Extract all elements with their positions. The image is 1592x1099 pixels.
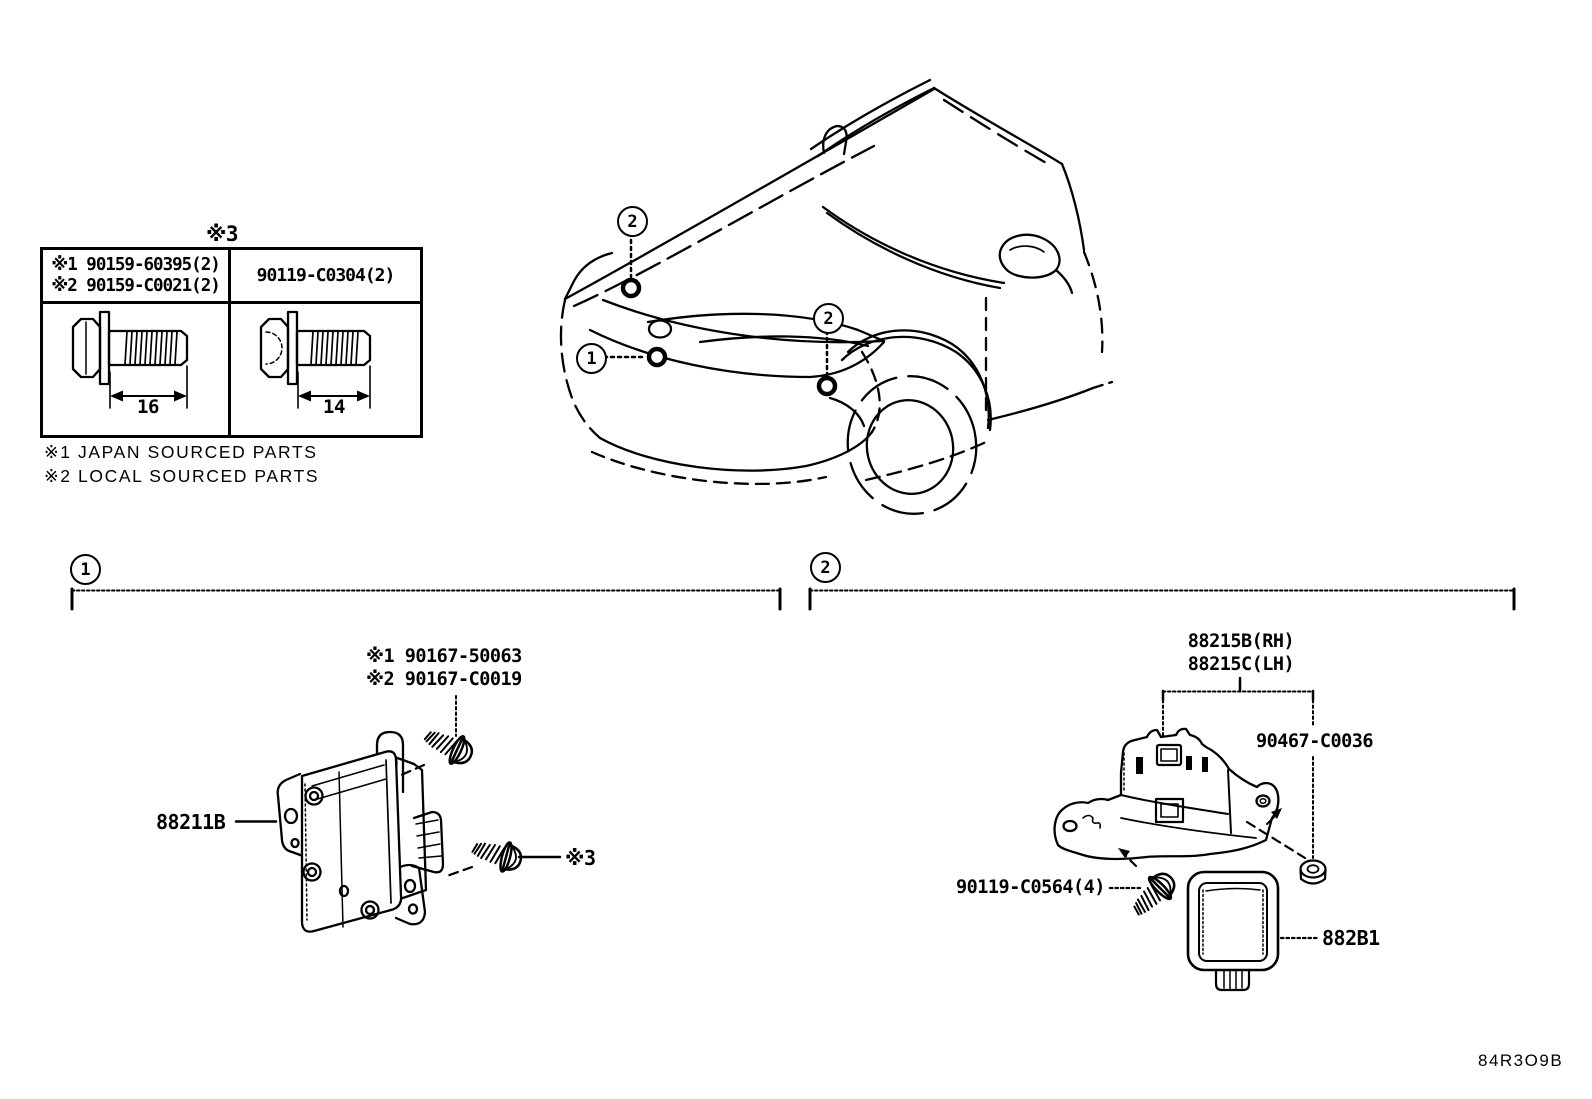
bracket-88215-drawing [1055, 729, 1279, 859]
callout-1-grille: 1 [576, 343, 607, 374]
figure-code: 84R3O9B [1478, 1051, 1564, 1070]
legend-local-sourced: ※2 LOCAL SOURCED PARTS [44, 466, 320, 486]
side-mirror [1000, 235, 1060, 278]
legend-japan-sourced: ※1 JAPAN SOURCED PARTS [44, 442, 318, 462]
nut-90467-drawing [1301, 861, 1326, 884]
label-90119-c0564: 90119-C0564(4) [956, 877, 1105, 898]
section1-bracket [72, 589, 780, 609]
screw-90167-drawing [420, 722, 477, 770]
section1-callout: 1 [70, 554, 101, 585]
sensor-882b1-drawing [1188, 872, 1278, 990]
part-number: 90119-C0304(2) [256, 265, 395, 286]
label-88211b: 88211B [156, 810, 226, 834]
callout-2-hood: 2 [617, 206, 648, 237]
label-882b1: 882B1 [1322, 926, 1380, 950]
part-number: ※1 90159-60395(2) [51, 254, 220, 275]
screw-note-line2: ※2 90167-C0019 [366, 669, 522, 690]
section2-bracket [810, 589, 1514, 609]
table-header-left [43, 250, 231, 304]
vehicle-line-drawing [561, 80, 1112, 526]
table-note-ref3: ※3 [206, 222, 239, 246]
screw-ref3-drawing [470, 834, 525, 876]
part-number: ※2 90159-C0021(2) [51, 275, 220, 296]
label-88215c-lh: 88215C(LH) [1187, 654, 1295, 675]
screw-90119-drawing [1126, 867, 1182, 923]
label-90467-c0036: 90467-C0036 [1256, 731, 1374, 752]
section2-callout: 2 [810, 552, 841, 583]
module-88211b-drawing [278, 732, 443, 932]
fastener-spec-table [40, 247, 423, 438]
wheel-inner [858, 392, 962, 502]
bolt-length-14: 14 [323, 396, 345, 418]
table-header-right [231, 250, 420, 304]
emblem [649, 321, 671, 338]
screw-b-leader [444, 867, 472, 877]
screw-note-line1: ※1 90167-50063 [366, 646, 522, 667]
callout-2-bumper: 2 [813, 303, 844, 334]
label-88215b-rh: 88215B(RH) [1187, 631, 1295, 652]
label-ref3: ※3 [565, 846, 596, 870]
bolt-length-16: 16 [137, 396, 159, 418]
